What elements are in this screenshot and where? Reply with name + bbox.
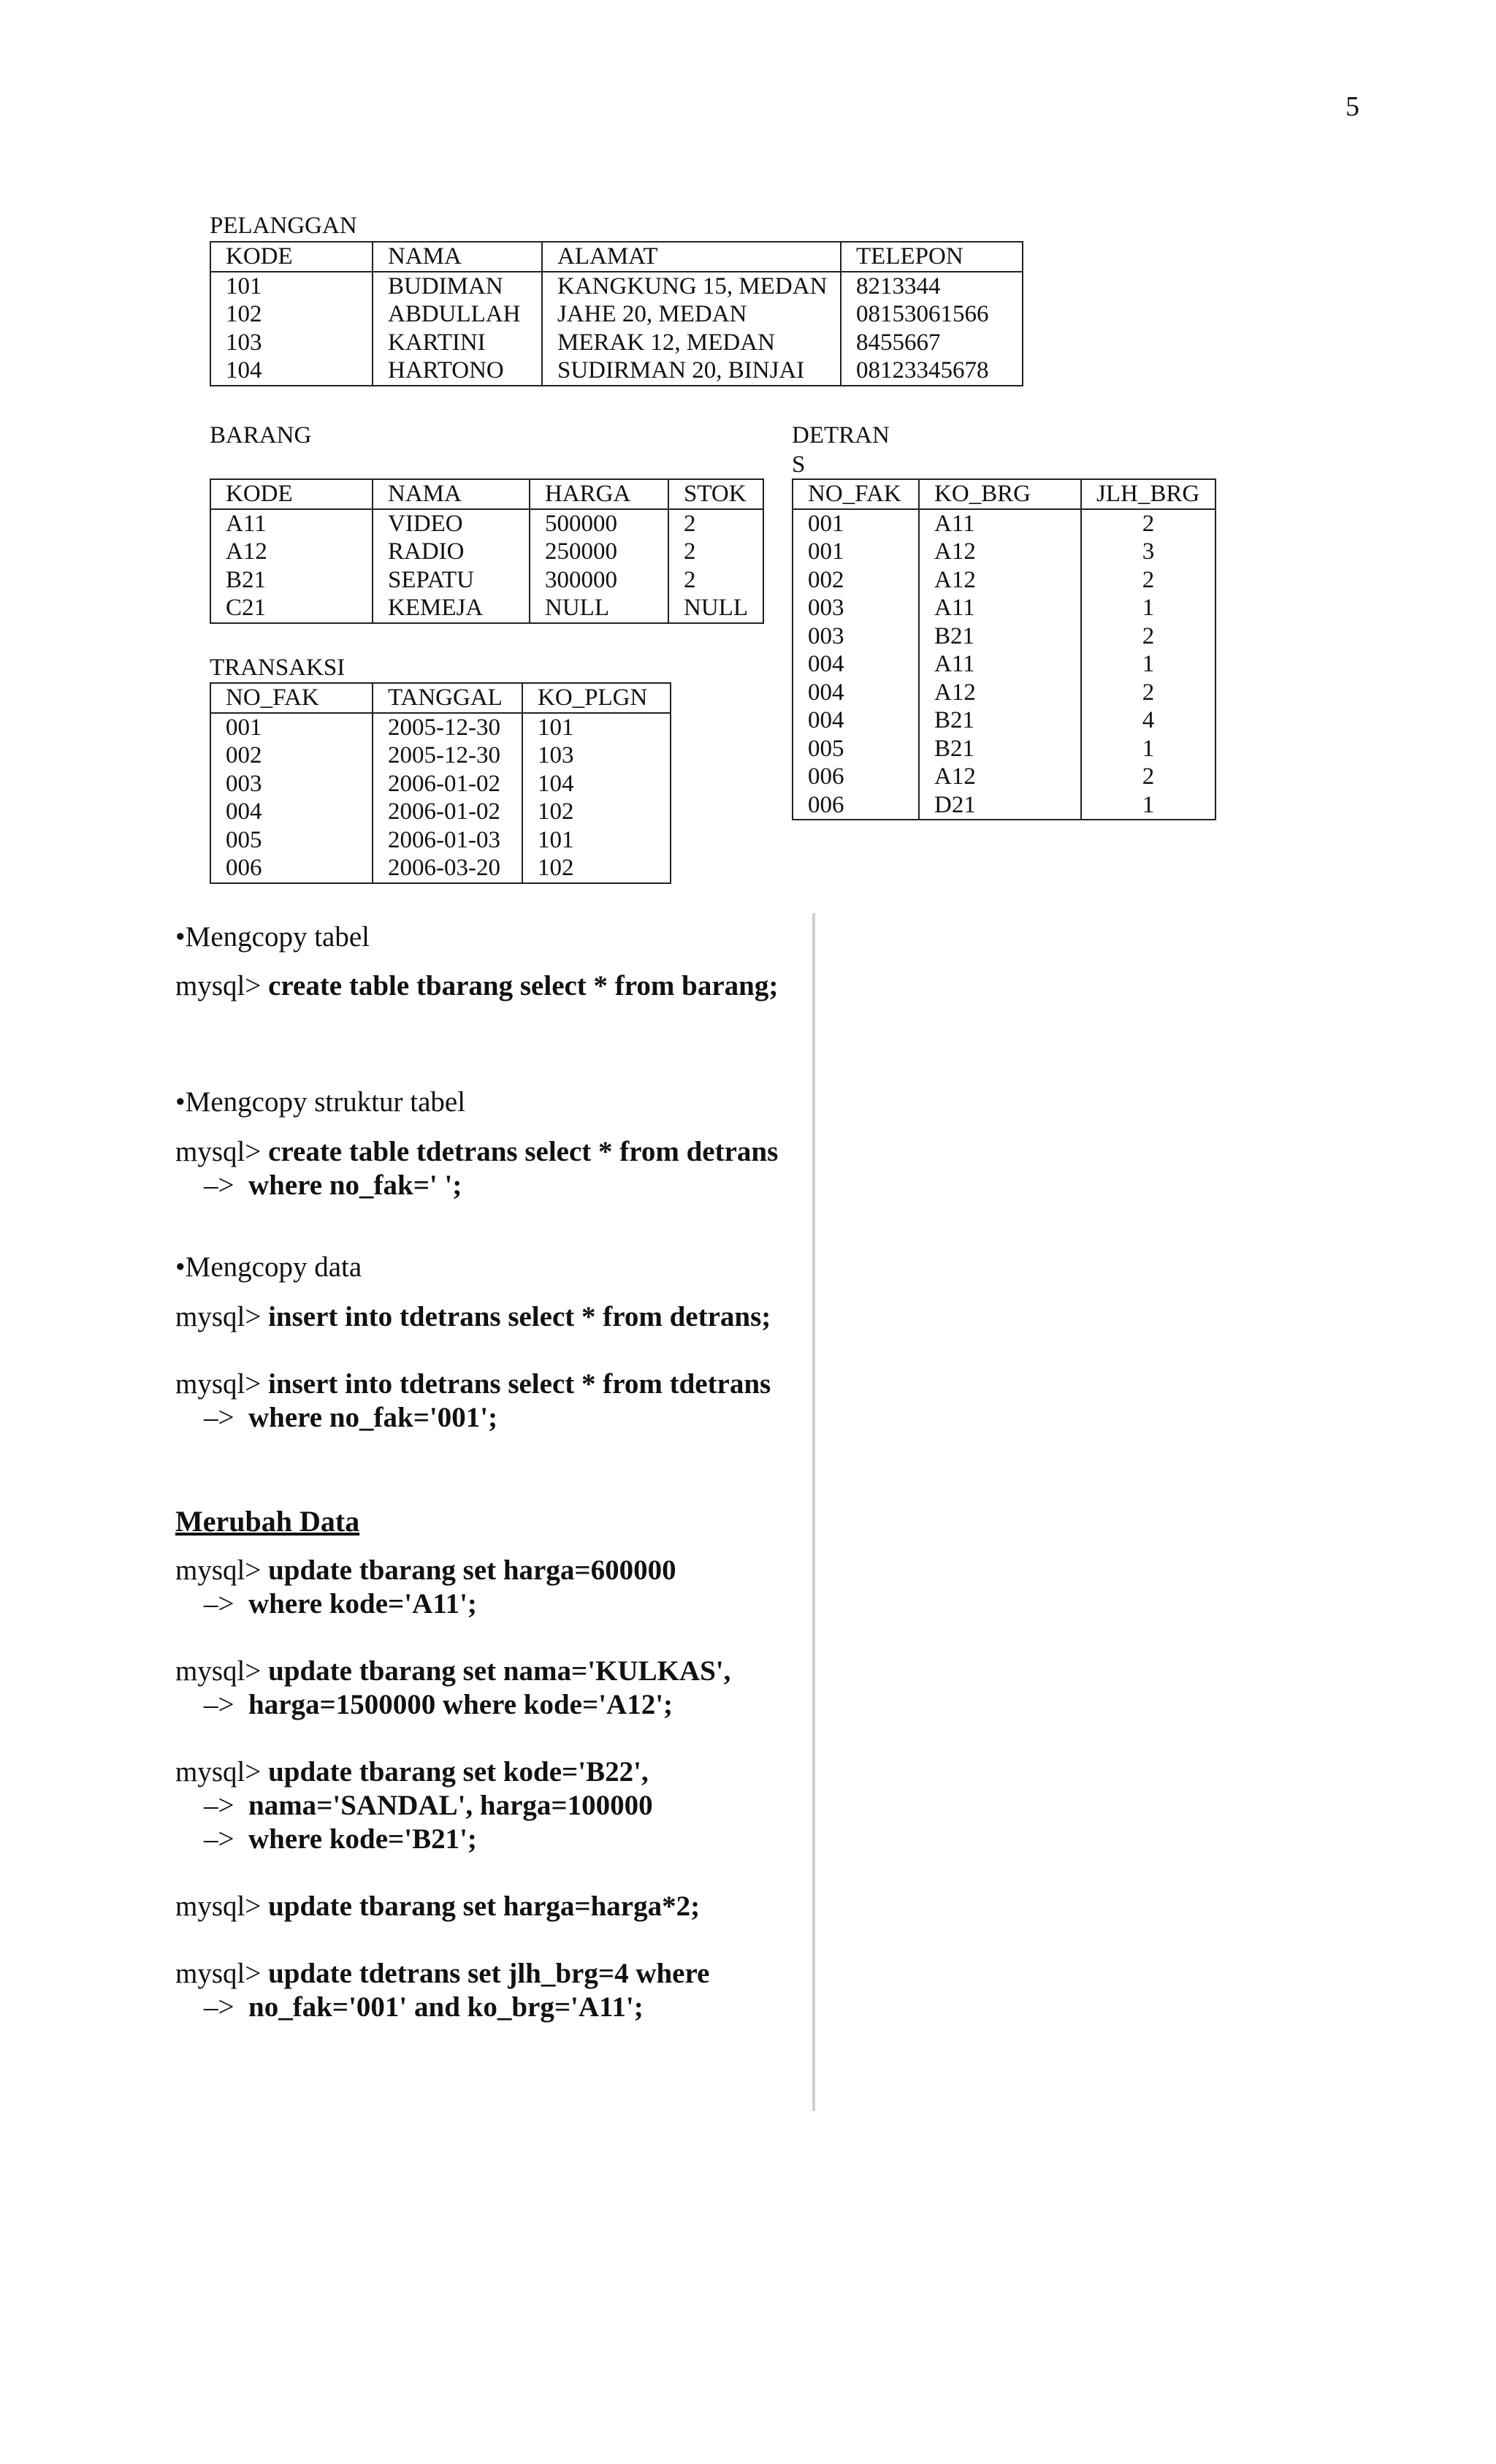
table-cell: 2006-03-20 — [373, 854, 522, 883]
table-row — [793, 650, 1216, 679]
sql-command: where no_fak='001'; — [248, 1402, 498, 1433]
table-cell: 1 — [1081, 735, 1216, 763]
table-row — [210, 798, 671, 826]
continuation-prompt: –> — [175, 1991, 248, 2023]
table-cell: 101 — [522, 826, 671, 855]
table-cell: BUDIMAN — [373, 272, 542, 301]
table-cell: 103 — [210, 329, 373, 357]
table-cell: 250000 — [530, 538, 668, 566]
table-cell: A11 — [210, 509, 373, 538]
prompt: mysql> — [175, 1891, 269, 1922]
table-cell: 2 — [1081, 566, 1216, 595]
column-header: NAMA — [373, 479, 530, 509]
copy-structure-title: •Mengcopy struktur tabel — [175, 1086, 466, 1118]
column-header: NO_FAK — [793, 479, 919, 509]
detrans-caption-line2: S — [792, 451, 806, 478]
continuation-prompt: –> — [175, 1588, 248, 1620]
detrans-table — [792, 478, 1216, 820]
table-cell: 8455667 — [841, 329, 1023, 357]
table-row — [793, 566, 1216, 595]
sql-command: create table tbarang select * from barang; — [268, 970, 779, 1002]
column-header: NAMA — [373, 242, 542, 272]
table-cell: RADIO — [373, 538, 530, 566]
table-cell: ABDULLAH — [373, 300, 542, 329]
table-header-row — [793, 479, 1216, 509]
sql-command: create table tdetrans select * from detrans — [268, 1136, 779, 1167]
table-row — [210, 566, 763, 595]
table-cell: 2 — [1081, 509, 1216, 538]
table-cell: 2006-01-02 — [373, 798, 522, 826]
update-command-1 — [175, 1554, 676, 1621]
column-header: NO_FAK — [210, 683, 373, 713]
table-cell: 2005-12-30 — [373, 741, 522, 770]
table-cell: 004 — [210, 798, 373, 826]
table-row — [793, 706, 1216, 735]
table-cell: 2 — [668, 566, 763, 595]
prompt: mysql> — [175, 1555, 269, 1586]
table-cell: 001 — [210, 713, 373, 742]
sql-command: update tbarang set harga=600000 — [268, 1555, 676, 1586]
table-cell: 2 — [668, 509, 763, 538]
table-cell: 104 — [522, 770, 671, 798]
table-row — [210, 356, 1023, 386]
table-cell: 08153061566 — [841, 300, 1023, 329]
table-cell: 2 — [668, 538, 763, 566]
table-cell: 102 — [210, 300, 373, 329]
sql-command: insert into tdetrans select * from tdetrans — [268, 1368, 771, 1400]
table-cell: SUDIRMAN 20, BINJAI — [542, 356, 841, 386]
table-cell: 004 — [793, 706, 919, 735]
update-command-4 — [175, 1890, 700, 1923]
sql-command: update tbarang set nama='KULKAS', — [268, 1655, 731, 1687]
table-cell: B21 — [210, 566, 373, 595]
table-row — [793, 735, 1216, 763]
table-cell: B21 — [919, 735, 1081, 763]
detrans-caption — [792, 421, 890, 479]
table-header-row — [210, 242, 1023, 272]
table-cell: SEPATU — [373, 566, 530, 595]
table-cell: D21 — [919, 791, 1081, 820]
page-number: 5 — [1346, 91, 1359, 122]
column-header: KODE — [210, 242, 373, 272]
update-command-2 — [175, 1655, 730, 1722]
table-row — [793, 679, 1216, 707]
table-cell: 006 — [793, 791, 919, 820]
sql-command: nama='SANDAL', harga=100000 — [248, 1790, 653, 1821]
table-row — [210, 594, 763, 623]
barang-caption: BARANG — [210, 422, 312, 449]
table-cell: 2005-12-30 — [373, 713, 522, 742]
table-cell: NULL — [668, 594, 763, 623]
table-row — [210, 538, 763, 566]
table-row — [210, 272, 1023, 301]
detrans-caption-line1: DETRAN — [792, 422, 890, 449]
copy-structure-command — [175, 1135, 778, 1202]
table-cell: 006 — [210, 854, 373, 883]
table-cell: 1 — [1081, 594, 1216, 622]
table-row — [210, 770, 671, 798]
table-cell: JAHE 20, MEDAN — [542, 300, 841, 329]
table-row — [793, 791, 1216, 820]
table-cell: 500000 — [530, 509, 668, 538]
table-row — [793, 763, 1216, 791]
update-command-3 — [175, 1755, 653, 1856]
pelanggan-table — [210, 241, 1023, 386]
table-cell: 2 — [1081, 763, 1216, 791]
continuation-prompt: –> — [175, 1689, 248, 1720]
copy-table-command — [175, 969, 778, 1003]
table-cell: 08123345678 — [841, 356, 1023, 386]
table-cell: 002 — [210, 741, 373, 770]
table-cell: 002 — [793, 566, 919, 595]
table-cell: 101 — [522, 713, 671, 742]
table-cell: 004 — [793, 650, 919, 679]
table-cell: 1 — [1081, 791, 1216, 820]
table-cell: 2 — [1081, 622, 1216, 651]
copy-data-command-1 — [175, 1300, 771, 1334]
column-header: HARGA — [530, 479, 668, 509]
table-cell: 101 — [210, 272, 373, 301]
table-row — [793, 538, 1216, 566]
table-row — [210, 509, 763, 538]
prompt: mysql> — [175, 1655, 269, 1687]
pelanggan-caption: PELANGGAN — [210, 213, 357, 239]
table-cell: 102 — [522, 798, 671, 826]
continuation-prompt: –> — [175, 1402, 248, 1433]
prompt: mysql> — [175, 1368, 269, 1400]
column-header: TANGGAL — [373, 683, 522, 713]
table-cell: 2 — [1081, 679, 1216, 707]
table-cell: 3 — [1081, 538, 1216, 566]
table-cell: B21 — [919, 706, 1081, 735]
table-cell: KARTINI — [373, 329, 542, 357]
table-cell: 003 — [210, 770, 373, 798]
table-header-row — [210, 479, 763, 509]
table-cell: A12 — [210, 538, 373, 566]
column-header: KO_BRG — [919, 479, 1081, 509]
column-header: TELEPON — [841, 242, 1023, 272]
table-cell: 103 — [522, 741, 671, 770]
copy-table-title: •Mengcopy tabel — [175, 921, 370, 953]
table-row — [210, 826, 671, 855]
table-cell: A12 — [919, 538, 1081, 566]
table-cell: A11 — [919, 509, 1081, 538]
table-cell: 102 — [522, 854, 671, 883]
table-row — [210, 713, 671, 742]
table-cell: 4 — [1081, 706, 1216, 735]
table-cell: 001 — [793, 538, 919, 566]
continuation-prompt: –> — [175, 1790, 248, 1821]
table-cell: MERAK 12, MEDAN — [542, 329, 841, 357]
table-cell: 004 — [793, 679, 919, 707]
sql-command: where kode='A11'; — [248, 1588, 477, 1620]
column-divider — [812, 913, 815, 2111]
update-heading: Merubah Data — [175, 1505, 360, 1538]
sql-command: update tbarang set kode='B22', — [268, 1756, 649, 1788]
prompt: mysql> — [175, 1958, 269, 1989]
table-cell: HARTONO — [373, 356, 542, 386]
column-header: KODE — [210, 479, 373, 509]
transaksi-caption: TRANSAKSI — [210, 655, 346, 681]
table-cell: C21 — [210, 594, 373, 623]
table-cell: 005 — [793, 735, 919, 763]
continuation-prompt: –> — [175, 1823, 248, 1855]
prompt: mysql> — [175, 1301, 269, 1332]
column-header: STOK — [668, 479, 763, 509]
table-cell: 005 — [210, 826, 373, 855]
copy-data-command-2 — [175, 1368, 771, 1435]
copy-data-title: •Mengcopy data — [175, 1251, 362, 1283]
column-header: KO_PLGN — [522, 683, 671, 713]
table-cell: 300000 — [530, 566, 668, 595]
table-cell: A11 — [919, 594, 1081, 622]
table-cell: VIDEO — [373, 509, 530, 538]
sql-command: insert into tdetrans select * from detrans; — [268, 1301, 771, 1332]
column-header: ALAMAT — [542, 242, 841, 272]
table-row — [793, 622, 1216, 651]
sql-command: update tbarang set harga=harga*2; — [268, 1891, 701, 1922]
table-cell: 1 — [1081, 650, 1216, 679]
table-cell: 2006-01-02 — [373, 770, 522, 798]
table-header-row — [210, 683, 671, 713]
table-cell: A12 — [919, 679, 1081, 707]
prompt: mysql> — [175, 970, 269, 1002]
column-header: JLH_BRG — [1081, 479, 1216, 509]
table-cell: 001 — [793, 509, 919, 538]
prompt: mysql> — [175, 1136, 269, 1167]
table-cell: B21 — [919, 622, 1081, 651]
table-cell: 104 — [210, 356, 373, 386]
table-cell: 8213344 — [841, 272, 1023, 301]
table-cell: A12 — [919, 566, 1081, 595]
table-row — [210, 741, 671, 770]
sql-command: harga=1500000 where kode='A12'; — [248, 1689, 673, 1720]
table-row — [210, 329, 1023, 357]
continuation-prompt: –> — [175, 1170, 248, 1201]
sql-command: where no_fak=' '; — [248, 1170, 462, 1201]
table-row — [210, 854, 671, 883]
table-cell: 2006-01-03 — [373, 826, 522, 855]
transaksi-table — [210, 682, 671, 884]
table-row — [793, 509, 1216, 538]
sql-command: where kode='B21'; — [248, 1823, 477, 1855]
table-cell: A11 — [919, 650, 1081, 679]
table-cell: 003 — [793, 622, 919, 651]
table-cell: KEMEJA — [373, 594, 530, 623]
table-cell: 003 — [793, 594, 919, 622]
table-cell: NULL — [530, 594, 668, 623]
table-cell: A12 — [919, 763, 1081, 791]
table-row — [210, 300, 1023, 329]
table-cell: KANGKUNG 15, MEDAN — [542, 272, 841, 301]
prompt: mysql> — [175, 1756, 269, 1788]
table-cell: 006 — [793, 763, 919, 791]
sql-command: no_fak='001' and ko_brg='A11'; — [248, 1991, 644, 2023]
sql-command: update tdetrans set jlh_brg=4 where — [268, 1958, 710, 1989]
table-row — [793, 594, 1216, 622]
update-command-5 — [175, 1957, 709, 2024]
barang-table — [210, 478, 764, 624]
